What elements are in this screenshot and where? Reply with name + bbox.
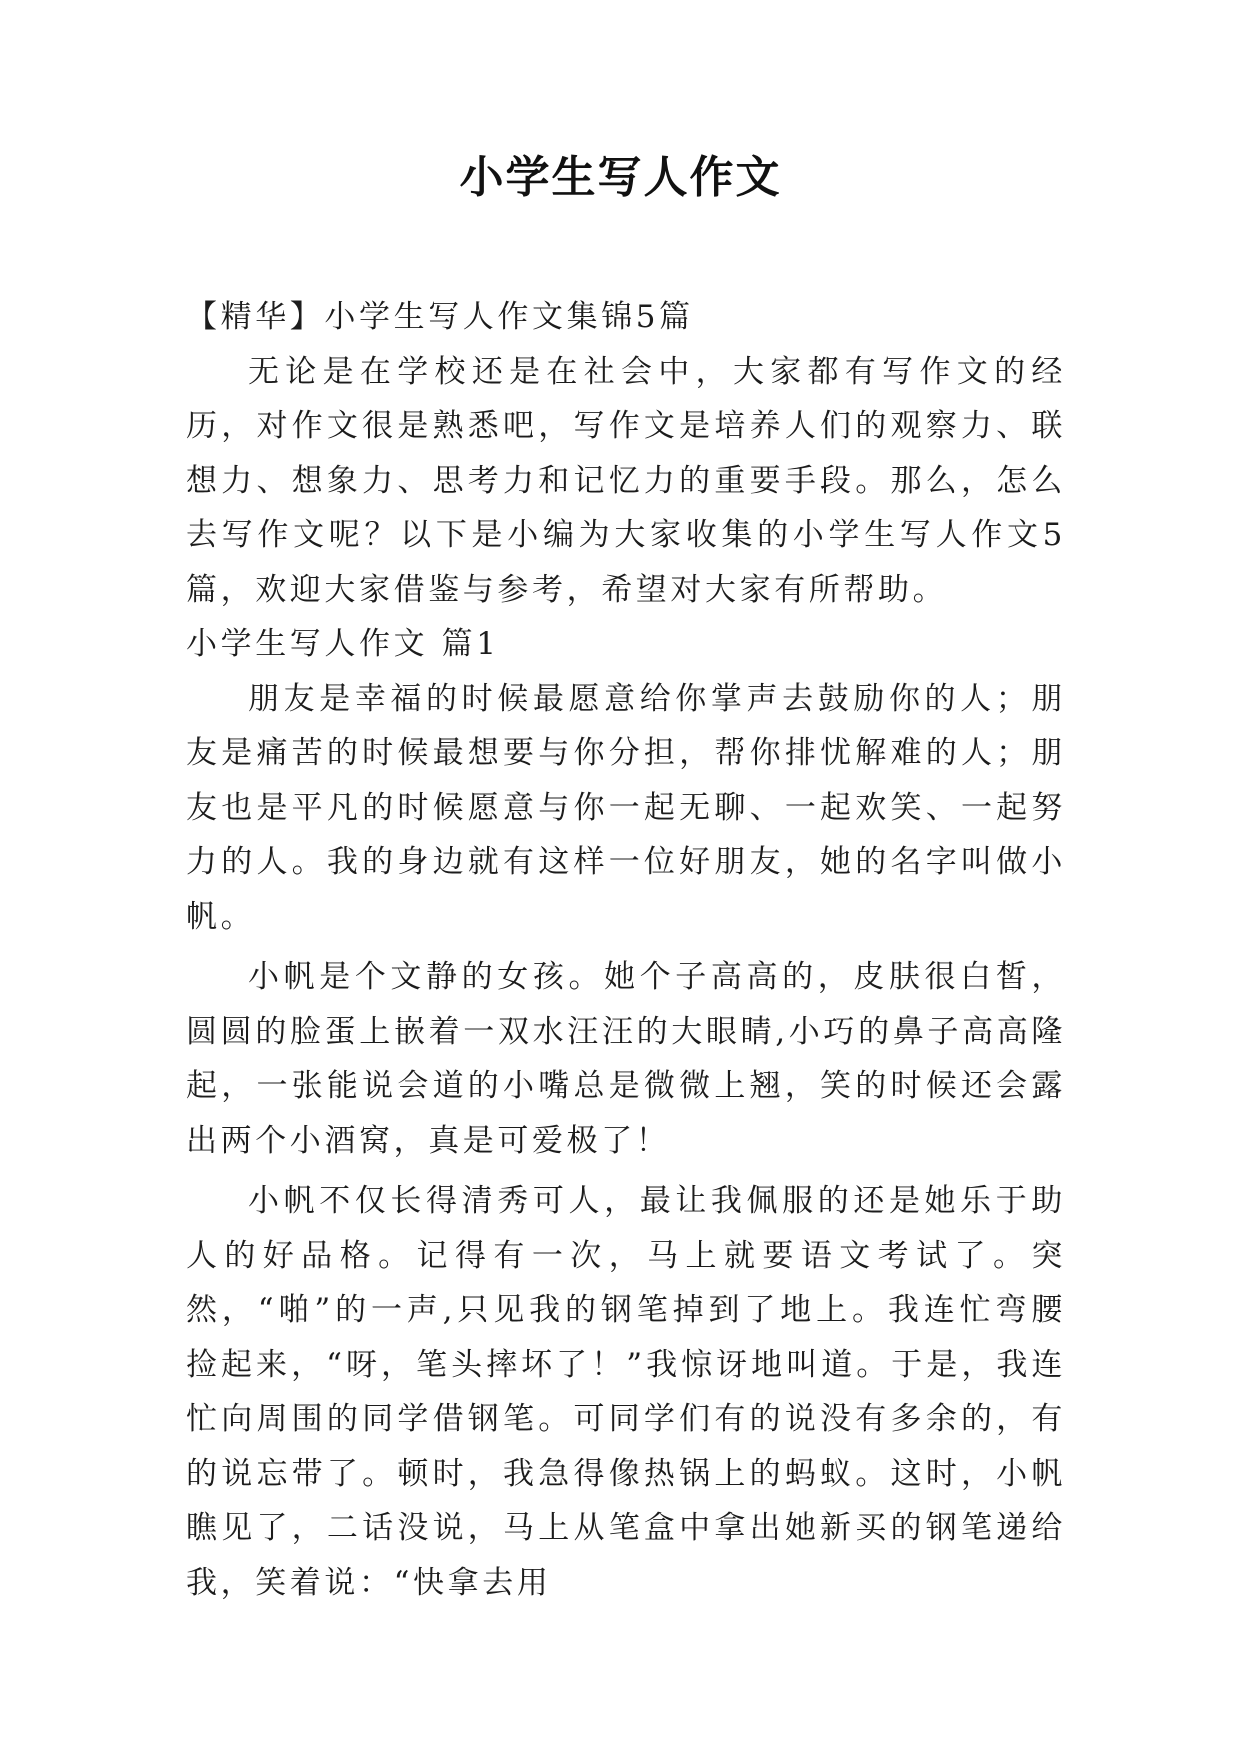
- body-paragraph: 小帆不仅长得清秀可人，最让我佩服的还是她乐于助人的好品格。记得有一次，马上就要语文考试了。突然，“啪”的一声,只见我的钢笔掉到了地上。我连忙弯腰捡起来，“呀，笔头摔坏了！”我惊讶地叫道。于是，我连忙向周围的同学借钢笔。可同学们有的说没有多余的，有的说忘带了。顿时，我急得像热锅上的蚂蚁。这时，小帆瞧见了，二话没说，马上从笔盒中拿出她新买的钢笔递给我，笑着说：“快拿去用: [186, 1183, 1066, 1601]
- body-paragraph: 朋友是幸福的时候最愿意给你掌声去鼓励你的人；朋友是痛苦的时候最想要与你分担，帮你排忧解难的人；朋友也是平凡的时候愿意与你一起无聊、一起欢笑、一起努力的人。我的身边就有这样一位好朋友，她的名字叫做小帆。: [186, 680, 1066, 935]
- document-subtitle: 【精华】小学生写人作文集锦5篇: [186, 299, 694, 335]
- document-title: 小学生写人作文: [459, 152, 782, 203]
- body-paragraph: 小帆是个文静的女孩。她个子高高的，皮肤很白皙，圆圆的脸蛋上嵌着一双水汪汪的大眼睛,小巧的鼻子高高隆起，一张能说会道的小嘴总是微微上翘，笑的时候还会露出两个小酒窝，真是可爱极了！: [186, 959, 1066, 1159]
- document-body: [186, 290, 1066, 1610]
- intro-paragraph: 无论是在学校还是在社会中，大家都有写作文的经历，对作文很是熟悉吧，写作文是培养人们的观察力、联想力、想象力、思考力和记忆力的重要手段。那么，怎么去写作文呢？以下是小编为大家收集的小学生写人作文5篇，欢迎大家借鉴与参考，希望对大家有所帮助。: [186, 353, 1066, 608]
- section-heading: 小学生写人作文 篇1: [186, 626, 500, 662]
